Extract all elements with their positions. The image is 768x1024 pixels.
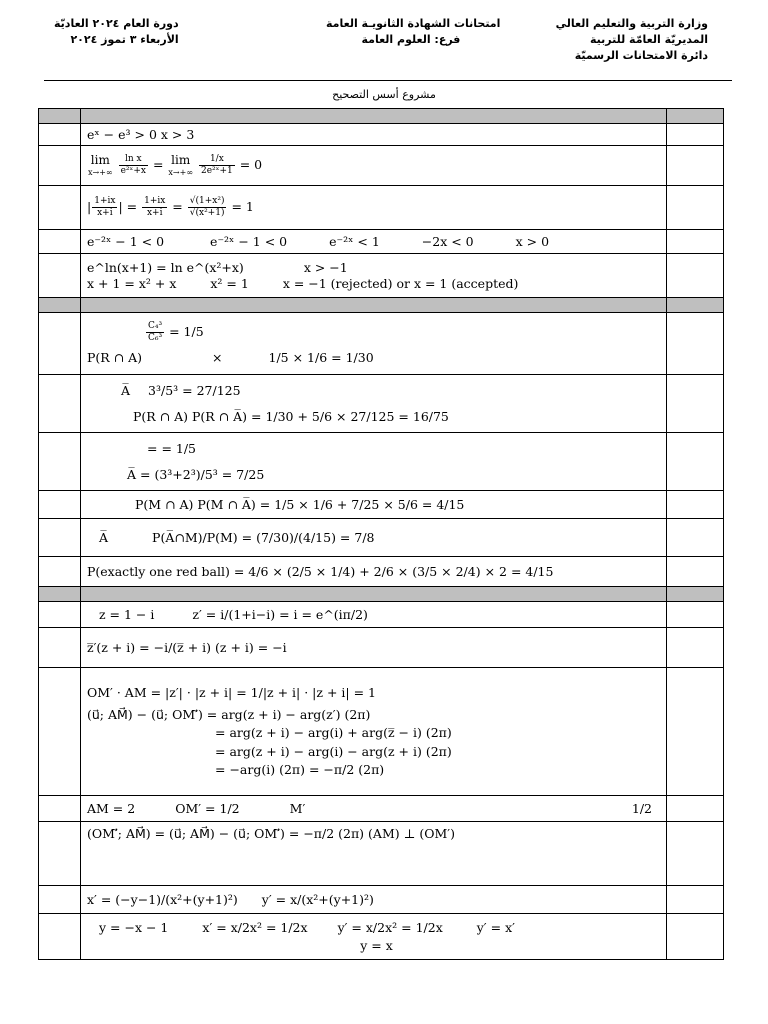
lim-sub: x→+∞ — [168, 168, 193, 177]
line-equation: y = −x − 1 — [99, 919, 169, 935]
table-row — [39, 796, 724, 822]
angle-step: = arg(z + i) − arg(i) + arg(z̅ − i) (2π) — [215, 725, 452, 741]
exam-session: دورة العام ٢٠٢٤ العاديّة — [54, 17, 179, 30]
coordinate-formula: x′ = (−y−1)/(x²+(y+1)²) — [87, 891, 238, 907]
angle-step: = arg(z + i) − arg(i) − arg(z + i) (2π) — [215, 743, 452, 759]
lim-label: lim — [90, 153, 110, 167]
inequality-step: e⁻²ˣ < 1 — [329, 233, 380, 249]
ministry-line-2: المديريّة العامّة للتربية — [589, 33, 708, 46]
solution: x = −1 (rejected) or x = 1 (accepted) — [282, 275, 519, 291]
total-probability: P(R ∩ A) P(R ∩ A̅) = 1/30 + 5/6 × 27/125 = 16/75 — [133, 408, 449, 424]
table-row — [39, 230, 724, 254]
table-row — [39, 186, 724, 230]
frac-den: x+i — [97, 208, 113, 218]
frac-num: 1+ix — [144, 196, 166, 206]
frac-num: C₄³ — [148, 321, 163, 332]
table-row — [39, 668, 724, 796]
ministry-line-3: دائرة الامتحانات الرسميّة — [574, 49, 708, 62]
probability-value: = = 1/5 — [147, 440, 197, 456]
frac-den: C₆³ — [148, 333, 163, 344]
table-row — [39, 557, 724, 587]
locus-equation: y = x — [360, 937, 393, 953]
probability-value: A̅ = (3³+2³)/5³ = 7/25 — [127, 466, 265, 482]
event-label: A̅ — [121, 382, 131, 398]
lim-sub: x→+∞ — [88, 168, 113, 177]
frac-num: 1/x — [199, 154, 235, 166]
section-header-row — [39, 298, 724, 313]
page-subtitle: مشروع أسس التصحيح — [332, 88, 436, 101]
table-row — [39, 602, 724, 628]
frac-den: e²ˣ+x — [120, 166, 146, 176]
event-label: A̅ — [99, 529, 109, 545]
result: = 1 — [231, 199, 254, 214]
ministry-header — [556, 16, 708, 64]
inequality-step: x > 0 — [515, 233, 550, 249]
lim-label: lim — [171, 153, 191, 167]
header-divider — [44, 80, 732, 81]
equation-step: x² = 1 — [210, 275, 249, 291]
table-row — [39, 254, 724, 298]
inequality-step: e⁻²ˣ − 1 < 0 — [87, 233, 165, 249]
marking-scheme-table — [38, 108, 724, 960]
probability-label: P(R ∩ A) — [87, 350, 143, 366]
coordinate-value: y′ = x/2x² = 1/2x — [337, 919, 443, 935]
length-value: AM = 2 — [87, 800, 136, 816]
complex-value: z = 1 − i — [99, 606, 155, 622]
frac-den: x+i — [146, 208, 163, 218]
modulus-product: OM′ · AM = |z′| · |z + i| = 1/|z + i| · |z + i| = 1 — [87, 684, 376, 700]
session-header — [54, 16, 179, 48]
exam-header — [326, 16, 500, 48]
probability-product: 1/5 × 1/6 = 1/30 — [268, 350, 374, 366]
domain-condition: x > −1 — [303, 259, 348, 275]
table-row — [39, 124, 724, 146]
probability-value: 3³/5³ = 27/125 — [148, 382, 241, 398]
frac-num: ln x — [119, 154, 148, 166]
coordinate-relation: y′ = x′ — [476, 919, 515, 935]
table-row — [39, 433, 724, 491]
section-header-row — [39, 109, 724, 124]
conditional-probability: P(A̅∩M)/P(M) = (7/30)/(4/15) = 7/8 — [152, 529, 375, 545]
table-row — [39, 146, 724, 186]
frac-num: 1+ix — [94, 196, 116, 206]
inequality-step: −2x < 0 — [421, 233, 474, 249]
table-row — [39, 375, 724, 433]
complex-expression: z̅′(z + i) = −i/(z̅ + i) (z + i) = −i — [87, 639, 287, 655]
table-row — [39, 628, 724, 668]
angle-step: = −arg(i) (2π) = −π/2 (2π) — [215, 762, 385, 778]
inequality-step: e⁻²ˣ − 1 < 0 — [210, 233, 288, 249]
frac-num: √(1+x²) — [189, 196, 225, 206]
section-header-row — [39, 587, 724, 602]
coordinate-value: x′ = x/2x² = 1/2x — [202, 919, 308, 935]
mark-value: 1/2 — [631, 800, 652, 816]
result: = 0 — [239, 157, 263, 172]
times-sign: × — [212, 350, 223, 366]
equals-sign: = — [152, 157, 164, 172]
frac-den: 2e²ˣ+1 — [200, 166, 233, 176]
answer-text: eˣ − e³ > 0 x > 3 — [87, 126, 195, 142]
table-row — [39, 491, 724, 519]
result: = 1/5 — [169, 324, 204, 340]
table-row — [39, 822, 724, 886]
angle-result: (OM′⃗; AM⃗) = (u⃗; AM⃗) − (u⃗; OM′⃗) = −π/2 (2π) (AM) ⊥ (OM′) — [87, 826, 455, 841]
table-row — [39, 886, 724, 914]
table-row — [39, 519, 724, 557]
table-row — [39, 914, 724, 960]
probability-value: P(exactly one red ball) = 4/6 × (2/5 × 1/4) + 2/6 × (3/5 × 2/4) × 2 = 4/15 — [87, 563, 554, 579]
exam-branch: فرع: العلوم العامة — [361, 33, 461, 46]
modulus-expression: | $\frac{1+ix}{x+i}$ | = $\frac{1+ix}{x+i}$ = $\frac{\text{√(1+x²)}}{\text{√(x²+1)}}$ = 1 — [87, 196, 254, 218]
length-value: OM′ = 1/2 — [175, 800, 240, 816]
ministry-line-1: وزارة التربية والتعليم العالي — [555, 17, 708, 30]
table-row — [39, 313, 724, 375]
limit-expression — [87, 153, 263, 177]
complex-value: z′ = i/(1+i−i) = i = e^(iπ/2) — [192, 606, 368, 622]
equation-step: x + 1 = x² + x — [87, 275, 177, 291]
angle-step: (u⃗; AM⃗) − (u⃗; OM′⃗) = arg(z + i) − arg(z′) (2π) — [87, 706, 371, 722]
equation-step: e^ln(x+1) = ln e^(x²+x) — [87, 259, 244, 275]
coordinate-formula: y′ = x/(x²+(y+1)²) — [261, 891, 374, 907]
exam-title: امتحانات الشهادة الثانويـة العامة — [326, 17, 501, 30]
exam-date: الأربعاء ٣ تموز ٢٠٢٤ — [70, 33, 179, 46]
frac-den: √(x²+1) — [189, 208, 225, 218]
total-probability: P(M ∩ A) P(M ∩ A̅) = 1/5 × 1/6 + 7/25 × 5/6 = 4/15 — [135, 496, 465, 512]
point-label: M′ — [289, 800, 306, 816]
